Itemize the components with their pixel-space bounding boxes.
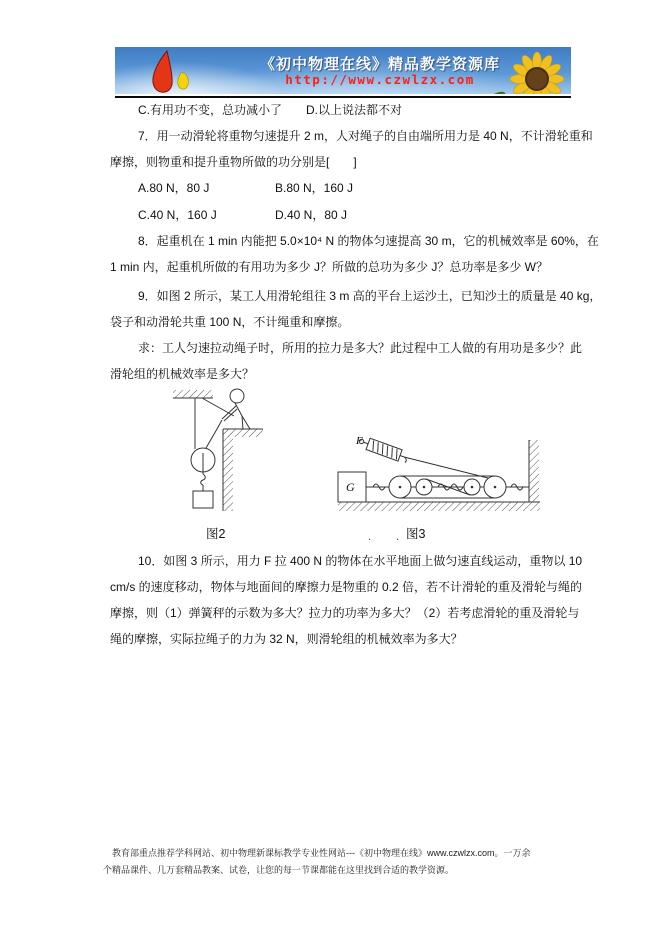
question9-line4: 滑轮组的机械效率是多大？ [110, 367, 255, 381]
question6-options-cd: C.有用功不变，总功减小了 D.以上说法都不对 [138, 103, 403, 117]
question7-line1: 7．用一动滑轮将重物匀速提升 2 m，人对绳子的自由端所用力是 40 N，不计滑轮重和 [138, 129, 593, 143]
question9-line1: 9．如图 2 所示，某工人用滑轮组往 3 m 高的平台上运沙土，已知沙土的质量是 40 kg， [138, 289, 602, 303]
banner-underline [115, 96, 571, 98]
person-figure [222, 389, 250, 429]
figure2-pulley-diagram [140, 383, 315, 525]
load-box [193, 491, 213, 508]
question7-option-a: A.80 N，80 J [138, 181, 210, 195]
question7-option-b: B.80 N，160 J [275, 181, 354, 195]
stray-dot: ． [396, 532, 406, 543]
rope-to-scale [404, 457, 488, 478]
wall-hatch [529, 440, 539, 502]
rope-to-person [202, 398, 234, 416]
rope-pulled [206, 420, 222, 448]
force-label: F [356, 435, 363, 447]
figure3-pulley-diagram [330, 428, 548, 520]
ground-hatch [338, 502, 540, 511]
figure2-caption: 图2 [206, 527, 226, 541]
weight-label: G [346, 480, 355, 494]
banner-title: 《初中物理在线》精品教学资源库 [259, 56, 500, 73]
question8-line1: 8．起重机在 1 min 内能把 5.0×10⁴ N 的物体匀速提高 30 m，它的机械效率是 60%，在 [138, 234, 599, 248]
ceiling-hatch [173, 390, 213, 398]
question10-line3: 摩擦，则（1）弹簧秤的示数为多大？拉力的功率为多大？（2）若考虑滑轮的重及滑轮与 [110, 606, 580, 620]
stray-dot: ． [368, 532, 378, 543]
question7-line2: 摩擦，则物重和提升重物所做的功分别是[ ] [110, 155, 357, 169]
banner-url[interactable]: http://www.czwlzx.com [285, 72, 475, 87]
question10-line4: 绳的摩擦，实际拉绳子的力为 32 N，则滑轮组的机械效率为多大？ [110, 632, 463, 646]
flame-logo-icon [135, 49, 195, 93]
question10-line2: cm/s 的速度移动，物体与地面间的摩擦力是物重的 0.2 倍，若不计滑轮的重及滑轮与绳的 [110, 580, 583, 594]
sunflower-icon [483, 51, 571, 94]
question9-line3: 求：工人匀速拉动绳子时，所用的拉力是多大？此过程中工人做的有用功是多少？此 [138, 341, 583, 355]
spring-scale [357, 435, 409, 464]
movable-pulley [191, 448, 215, 491]
footer-line2: 个精品课件、几万套精品教案、试卷，让您的每一节课都能在这里找到合适的教学资源。 [103, 865, 455, 875]
question7-option-c: C.40 N，160 J [138, 208, 217, 222]
question8-line2: 1 min 内，起重机所做的有用功为多少 J？所做的总功为多少 J？总功率是多少 W？ [110, 260, 549, 274]
site-banner [115, 47, 571, 94]
figure3-caption: 图3 [406, 527, 426, 541]
question10-line1: 10．如图 3 所示，用力 F 拉 400 N 的物体在水平地面上做匀速直线运动，重物以 10 [138, 554, 583, 568]
question7-option-d: D.40 N，80 J [275, 208, 348, 222]
question9-line2: 袋子和动滑轮共重 100 N，不计绳重和摩擦。 [110, 315, 350, 329]
footer-line1: 教育部重点推荐学科网站、初中物理新课标教学专业性网站---《初中物理在线》www.czwlzx.com。一万余 [112, 848, 531, 858]
